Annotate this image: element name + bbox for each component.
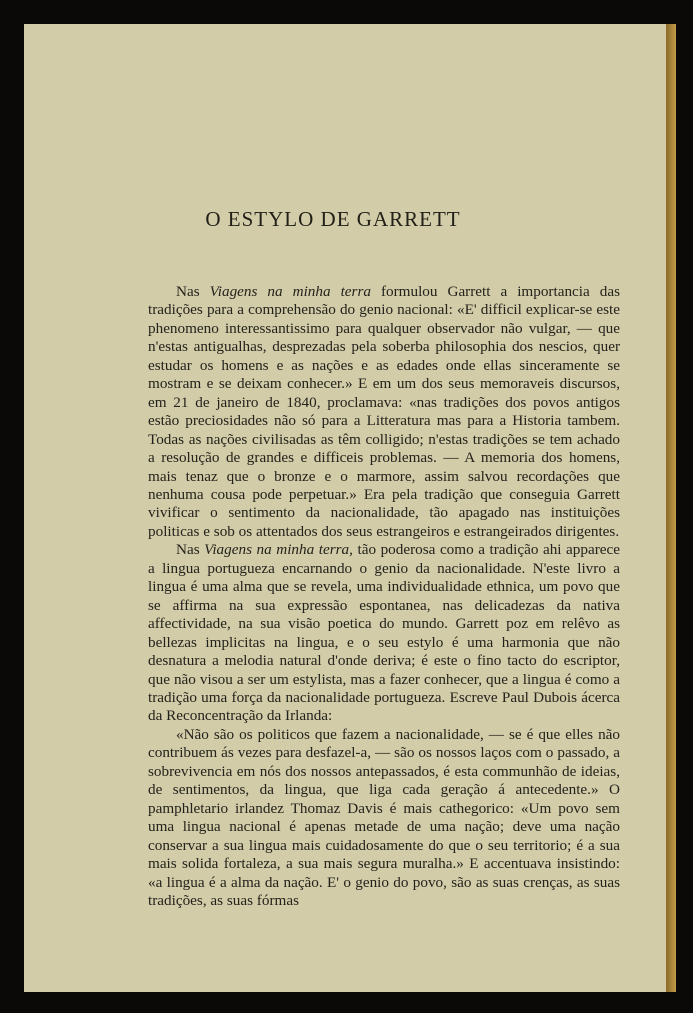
paragraph-1-text: formulou Garrett a importancia das tradições para a comprehensão do genio nacional: «E' difficil explicar-se este phenomeno interessantissimo para qualquer observador não vulgar, — que n'estas antigualhas, desprezadas pela soberba philosophia dos nescios, quer estudar os homens e as nações e as edades onde ellas sinceramente se mostram e se deixam conhecer.» E em um dos seus memoraveis discursos, em 21 de janeiro de 1840, proclamava: «nas tradições dos povos antigos estão preciosidades não só para a Litteratura mas para a Historia tambem. Todas as nações civilisadas as têm colligido; n'estas tradições se tem achado a resolução de grandes e difficeis problemas. — A memoria dos homens, mais tenaz que o bronze e o marmore, assim salvou recordações que nenhuma cousa pode perpetuar.» Era pela tradição que conseguia Garrett vivificar o sentimento da nacionalidade, tão apagado nas instituições politicas e sob os attentados dos seus estrangeiros e estrangeirados dirigentes. [148, 283, 620, 540]
paragraph-1-pre: Nas [176, 283, 210, 300]
paragraph-2-italic: Viagens na minha terra, [204, 541, 353, 559]
paragraph-3 [148, 726, 620, 911]
book-page [24, 24, 666, 992]
paragraph-1-italic: Viagens na minha terra [209, 283, 371, 300]
page-edge [666, 24, 676, 992]
paragraph-2-pre: Nas [176, 541, 205, 559]
paragraph-1 [148, 283, 620, 541]
chapter-title: O ESTYLO DE GARRETT [205, 207, 461, 231]
paragraph-3-text: «Não são os politicos que fazem a nacionalidade, — se é que elles não contribuem ás vezes para desfazel-a, — são os nossos laços com o passado, a sobrevivencia em nós dos nossos antepassados, é esta communhão de ideias, de sentimentos, da lingua, que liga cada geração á antecedente.» O pamphletario irlandez Thomaz Davis é mais cathegorico: «Um povo sem uma lingua nacional é apenas metade de uma nação; deve uma nação conservar a sua lingua mais cuidadosamente do que o seu territorio; é a sua mais solida fortaleza, a sua mais segura muralha.» E accentuava insistindo: «a lingua é a alma da nação. E' o genio do povo, são as suas crenças, as suas tradições, as suas fórmas [148, 725, 620, 909]
body-text [148, 283, 620, 910]
paragraph-2 [148, 541, 620, 726]
paragraph-2-text: tão poderosa como a tradição ahi apparece a lingua portugueza encarnando o genio da nacionalidade. N'este livro a lingua é uma alma que se revela, uma individualidade ethnica, um povo que se affirma na sua expressão espontanea, nas delicadezas da nativa affectividade, na sua visão poetica do mundo. Garrett poz em relêvo as bellezas implicitas na lingua, e o seu estylo é uma harmonia que não desnatura a melodia natural d'onde deriva; é este o fino tacto do escriptor, que não visou a ser um estylista, mas a fazer conhecer, que a lingua é como a tradição uma força da nacionalidade portugueza. Escreve Paul Dubois ácerca da Reconcentração da Irlanda: [148, 541, 620, 725]
